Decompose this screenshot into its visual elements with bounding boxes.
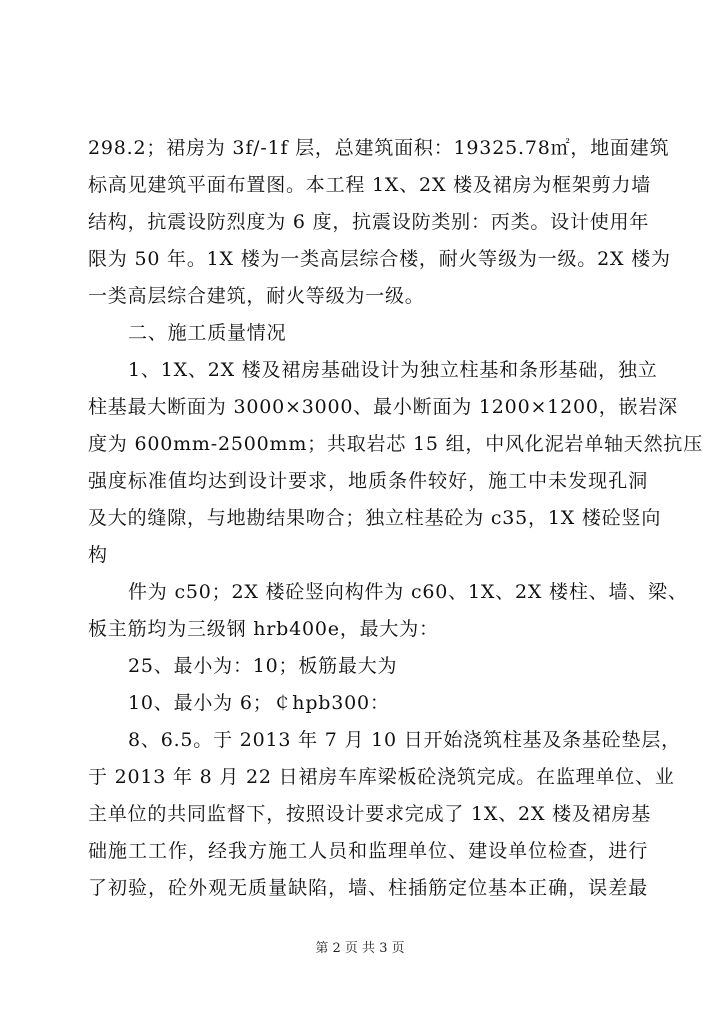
text-line: 1、1X、2X 楼及裙房基础设计为独立柱基和条形基础，独立 xyxy=(128,359,658,381)
section-heading: 二、施工质量情况 xyxy=(128,322,287,344)
text-line: 板主筋均为三级钢 hrb400e，最大为： xyxy=(88,618,439,640)
page-number-footer: 第 2 页 共 3 页 xyxy=(315,941,405,956)
text-line: 柱基最大断面为 3000×3000、最小断面为 1200×1200，嵌岩深 xyxy=(88,396,678,418)
text-line: 强度标准值均达到设计要求，地质条件较好，施工中未发现孔洞 xyxy=(88,470,648,492)
text-line: 础施工工作，经我方施工人员和监理单位、建设单位检查，进行 xyxy=(88,840,648,862)
text-line: 结构，抗震设防烈度为 6 度，抗震设防类别：丙类。设计使用年 xyxy=(88,211,650,233)
text-line: 限为 50 年。1X 楼为一类高层综合楼，耐火等级为一级。2X 楼为 xyxy=(88,248,671,270)
text-line: 一类高层综合建筑，耐火等级为一级。 xyxy=(88,285,425,307)
text-line: 标高见建筑平面布置图。本工程 1X、2X 楼及裙房为框架剪力墙 xyxy=(88,174,652,196)
text-line: 298.2；裙房为 3f/-1f 层，总建筑面积：19325.78㎡，地面建筑 xyxy=(88,137,670,159)
text-line: 25、最小为：10；板筋最大为 xyxy=(128,655,398,677)
text-line: 度为 600mm-2500mm；共取岩芯 15 组，中风化泥岩单轴天然抗压 xyxy=(88,433,704,455)
text-line: 及大的缝隙，与地勘结果吻合；独立柱基砼为 c35，1X 楼砼竖向 xyxy=(88,507,662,529)
text-line: 构 xyxy=(88,544,108,566)
text-line: 主单位的共同监督下，按照设计要求完成了 1X、2X 楼及裙房基 xyxy=(88,803,652,825)
text-line: 于 2013 年 8 月 22 日裙房车库梁板砼浇筑完成。在监理单位、业 xyxy=(88,766,675,788)
text-line: 8、6.5。于 2013 年 7 月 10 日开始浇筑柱基及条基砼垫层， xyxy=(128,729,681,751)
text-line: 10、最小为 6；￠hpb300： xyxy=(128,692,390,714)
text-line: 了初验，砼外观无质量缺陷，墙、柱插筋定位基本正确，误差最 xyxy=(88,877,648,899)
text-line: 件为 c50；2X 楼砼竖向构件为 c60、1X、2X 楼柱、墙、梁、 xyxy=(128,581,688,603)
